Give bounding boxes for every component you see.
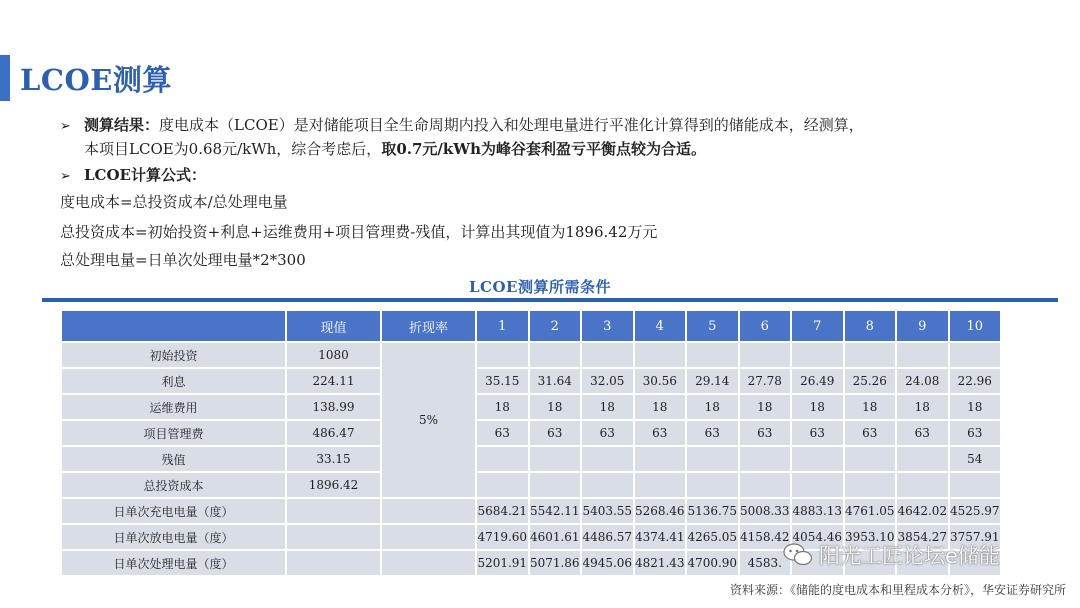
year-value-cell: 5684.21 [476, 498, 529, 524]
table-title: LCOE测算所需条件 [469, 278, 611, 296]
row-label-cell: 残值 [61, 446, 286, 472]
year-value-cell: 4158.42 [739, 524, 792, 550]
year-value-cell [686, 342, 739, 368]
watermark [783, 540, 1000, 570]
year-value-cell: 4486.57 [581, 524, 634, 550]
table-row [61, 420, 1001, 446]
result-label: 测算结果： [84, 116, 160, 134]
year-value-cell [896, 472, 949, 498]
year-value-cell: 63 [476, 420, 529, 446]
year-value-cell [791, 472, 844, 498]
header-cell: 5 [686, 310, 739, 342]
table-row [61, 394, 1001, 420]
page-title: LCOE测算 [20, 63, 172, 97]
present-value-cell: 138.99 [286, 394, 381, 420]
present-value-cell: 1080 [286, 342, 381, 368]
year-value-cell: 5008.33 [739, 498, 792, 524]
result-text-2b: 取0.7元/kWh为峰谷套利盈亏平衡点较为合适。 [381, 140, 707, 158]
year-value-cell: 5542.11 [529, 498, 582, 524]
table-row [61, 472, 1001, 498]
year-value-cell: 18 [476, 394, 529, 420]
year-value-cell: 18 [529, 394, 582, 420]
empty-cell [381, 550, 476, 576]
present-value-cell [286, 498, 381, 524]
year-value-cell [844, 446, 897, 472]
year-value-cell: 30.56 [634, 368, 687, 394]
header-cell: 7 [791, 310, 844, 342]
year-value-cell: 5201.91 [476, 550, 529, 576]
year-value-cell: 31.64 [529, 368, 582, 394]
year-value-cell [896, 342, 949, 368]
row-label-cell: 总投资成本 [61, 472, 286, 498]
present-value-cell: 33.15 [286, 446, 381, 472]
year-value-cell: 3757.91 [949, 524, 1002, 550]
discount-rate-cell: 5% [381, 342, 476, 498]
year-value-cell: 3953.10 [844, 524, 897, 550]
year-value-cell [739, 342, 792, 368]
table-row [61, 446, 1001, 472]
year-value-cell: 18 [739, 394, 792, 420]
header-cell: 折现率 [381, 310, 476, 342]
year-value-cell: 35.15 [476, 368, 529, 394]
present-value-cell: 1896.42 [286, 472, 381, 498]
year-value-cell [791, 446, 844, 472]
formula-line-3: 总处理电量=日单次处理电量*2*300 [60, 251, 306, 269]
table-row [61, 342, 1001, 368]
year-value-cell: 4945.06 [581, 550, 634, 576]
header-cell: 1 [476, 310, 529, 342]
header-cell: 4 [634, 310, 687, 342]
row-label-cell: 利息 [61, 368, 286, 394]
year-value-cell: 5268.46 [634, 498, 687, 524]
formula-bullet [60, 164, 206, 188]
year-value-cell: 4583. [739, 550, 792, 576]
year-value-cell: 18 [791, 394, 844, 420]
year-value-cell: 4265.05 [686, 524, 739, 550]
year-value-cell: 4761.05 [844, 498, 897, 524]
year-value-cell [634, 472, 687, 498]
year-value-cell: 5071.86 [529, 550, 582, 576]
year-value-cell [844, 472, 897, 498]
year-value-cell: 63 [739, 420, 792, 446]
empty-cell [381, 498, 476, 524]
table-header-row [61, 310, 1001, 342]
year-value-cell: 63 [896, 420, 949, 446]
formula-line-2: 总投资成本=初始投资+利息+运维费用+项目管理费-残值，计算出其现值为1896.42万元 [60, 223, 658, 241]
header-cell: 2 [529, 310, 582, 342]
year-value-cell: 63 [686, 420, 739, 446]
header-cell: 现值 [286, 310, 381, 342]
year-value-cell: 63 [581, 420, 634, 446]
year-value-cell: 18 [634, 394, 687, 420]
formula-label: LCOE计算公式： [84, 166, 206, 184]
watermark-text: 阳光工匠论坛e储能 [819, 544, 1000, 568]
year-value-cell [581, 446, 634, 472]
row-label-cell: 初始投资 [61, 342, 286, 368]
year-value-cell: 4719.60 [476, 524, 529, 550]
year-value-cell [581, 342, 634, 368]
year-value-cell [529, 342, 582, 368]
year-value-cell: 32.05 [581, 368, 634, 394]
present-value-cell: 224.11 [286, 368, 381, 394]
present-value-cell [286, 524, 381, 550]
result-bullet [60, 114, 1020, 160]
present-value-cell [286, 550, 381, 576]
year-value-cell [686, 446, 739, 472]
year-value-cell [476, 446, 529, 472]
year-value-cell: 27.78 [739, 368, 792, 394]
year-value-cell: 18 [896, 394, 949, 420]
header-cell: 9 [896, 310, 949, 342]
result-text-1: 度电成本（LCOE）是对储能项目全生命周期内投入和处理电量进行平准化计算得到的储能成本，经测算， [159, 116, 864, 134]
year-value-cell: 18 [686, 394, 739, 420]
year-value-cell [529, 446, 582, 472]
year-value-cell [739, 472, 792, 498]
empty-cell [381, 524, 476, 550]
year-value-cell [844, 342, 897, 368]
year-value-cell: 29.14 [686, 368, 739, 394]
present-value-cell: 486.47 [286, 420, 381, 446]
year-value-cell [949, 342, 1002, 368]
year-value-cell: 18 [844, 394, 897, 420]
lcoe-conditions-table [60, 309, 1002, 577]
year-value-cell: 54 [949, 446, 1002, 472]
year-value-cell: 63 [844, 420, 897, 446]
result-text-2a: 本项目LCOE为0.68元/kWh，综合考虑后， [84, 140, 382, 158]
year-value-cell: 4883.13 [791, 498, 844, 524]
year-value-cell: 4054.46 [791, 524, 844, 550]
year-value-cell [476, 472, 529, 498]
year-value-cell: 5136.75 [686, 498, 739, 524]
year-value-cell [791, 342, 844, 368]
year-value-cell: 26.49 [791, 368, 844, 394]
year-value-cell [476, 342, 529, 368]
year-value-cell: 18 [581, 394, 634, 420]
year-value-cell: 18 [949, 394, 1002, 420]
year-value-cell: 63 [791, 420, 844, 446]
year-value-cell: 22.96 [949, 368, 1002, 394]
year-value-cell: 4642.02 [896, 498, 949, 524]
year-value-cell: 4601.61 [529, 524, 582, 550]
row-label-cell: 日单次充电电量（度） [61, 498, 286, 524]
table-row [61, 498, 1001, 524]
year-value-cell [896, 446, 949, 472]
year-value-cell [686, 472, 739, 498]
title-accent-bar [0, 55, 10, 101]
year-value-cell [529, 472, 582, 498]
header-cell: 8 [844, 310, 897, 342]
year-value-cell: 4525.97 [949, 498, 1002, 524]
header-cell: 10 [949, 310, 1002, 342]
year-value-cell [949, 472, 1002, 498]
row-label-cell: 日单次放电电量（度） [61, 524, 286, 550]
arrow-bullet-icon: ➢ [60, 119, 71, 134]
year-value-cell: 4374.41 [634, 524, 687, 550]
row-label-cell: 运维费用 [61, 394, 286, 420]
year-value-cell: 63 [634, 420, 687, 446]
year-value-cell: 3854.27 [896, 524, 949, 550]
year-value-cell: 63 [529, 420, 582, 446]
year-value-cell: 4821.43 [634, 550, 687, 576]
row-label-cell: 日单次处理电量（度） [61, 550, 286, 576]
header-cell [61, 310, 286, 342]
year-value-cell: 4700.90 [686, 550, 739, 576]
source-note: 资料来源：《储能的度电成本和里程成本分析》，华安证券研究所 [729, 583, 1066, 597]
year-value-cell: 25.26 [844, 368, 897, 394]
table-title-rule [42, 298, 1058, 302]
arrow-bullet-icon: ➢ [60, 169, 71, 184]
year-value-cell [634, 342, 687, 368]
table-row [61, 368, 1001, 394]
year-value-cell: 5403.55 [581, 498, 634, 524]
formula-line-1: 度电成本=总投资成本/总处理电量 [60, 193, 288, 211]
year-value-cell [739, 446, 792, 472]
header-cell: 3 [581, 310, 634, 342]
year-value-cell [634, 446, 687, 472]
header-cell: 6 [739, 310, 792, 342]
year-value-cell: 63 [949, 420, 1002, 446]
year-value-cell: 24.08 [896, 368, 949, 394]
row-label-cell: 项目管理费 [61, 420, 286, 446]
chat-bubble-icon [783, 542, 813, 568]
year-value-cell [581, 472, 634, 498]
